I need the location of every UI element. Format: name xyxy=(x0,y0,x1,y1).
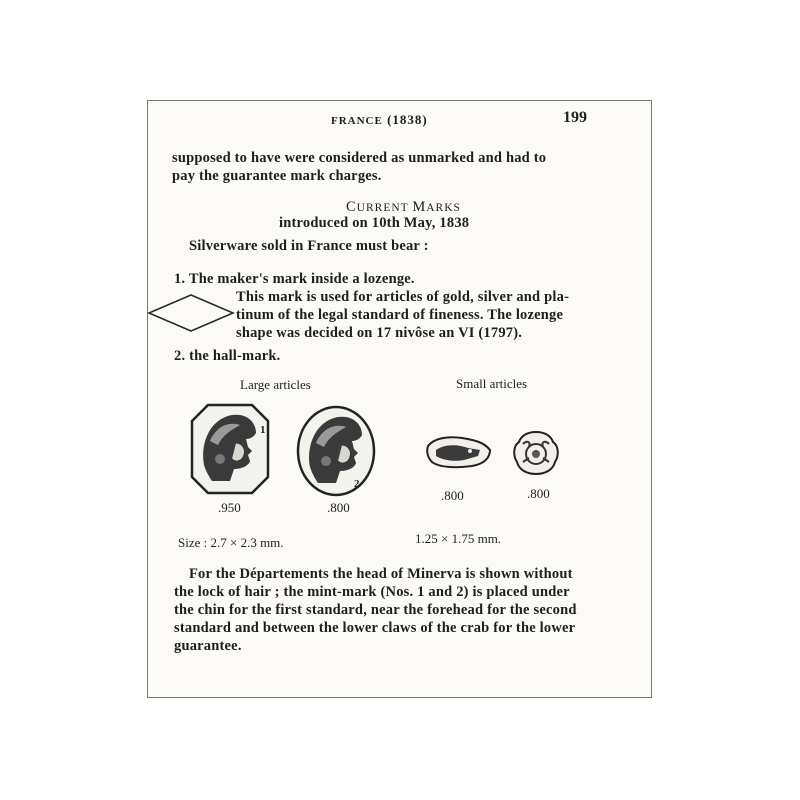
running-header-title: FRANCE (1838) xyxy=(331,112,428,127)
paragraph-line: pay the guarantee mark charges. xyxy=(172,168,382,184)
item-1-desc-line: tinum of the legal standard of fineness. The lozenge xyxy=(236,307,564,323)
mark-value: .950 xyxy=(218,500,241,515)
mark-value: .800 xyxy=(441,488,464,503)
section-heading: CURRENT MARKS xyxy=(346,199,461,215)
crab-icon xyxy=(511,430,561,476)
section-subheading: introduced on 10th May, 1838 xyxy=(279,215,470,231)
boar-head-icon xyxy=(424,432,494,472)
paragraph-line: guarantee. xyxy=(174,638,242,654)
item-1-desc-line: This mark is used for articles of gold, silver and pla- xyxy=(236,289,570,305)
mark-value: .800 xyxy=(527,486,550,501)
mint-number-label: 1 xyxy=(260,424,266,436)
item-1-title: 1. The maker's mark inside a lozenge. xyxy=(174,271,415,287)
lozenge-icon xyxy=(146,292,236,334)
item-1-desc-line: shape was decided on 17 nivôse an VI (1797). xyxy=(236,325,523,341)
paragraph-line: supposed to have were considered as unmarked and had to xyxy=(172,150,547,166)
small-size-caption: 1.25 × 1.75 mm. xyxy=(415,531,502,546)
small-articles-label: Small articles xyxy=(456,376,528,391)
minerva-head-octagonal-icon xyxy=(190,403,270,495)
large-articles-label: Large articles xyxy=(240,377,311,392)
page-number: 199 xyxy=(563,109,587,126)
mint-number-label: 2 xyxy=(354,478,360,490)
mark-value: .800 xyxy=(327,500,350,515)
minerva-head-oval-icon xyxy=(296,405,376,497)
paragraph-line: For the Départements the head of Minerva is shown without xyxy=(189,566,573,582)
paragraph-line: standard and between the lower claws of the crab for the lower xyxy=(174,620,576,636)
large-size-caption: Size : 2.7 × 2.3 mm. xyxy=(178,535,284,550)
section-intro: Silverware sold in France must bear : xyxy=(189,238,429,254)
item-2-title: 2. the hall-mark. xyxy=(174,348,281,364)
paragraph-line: the lock of hair ; the mint-mark (Nos. 1 and 2) is placed under xyxy=(174,584,570,600)
paragraph-line: the chin for the first standard, near the forehead for the second xyxy=(174,602,577,618)
